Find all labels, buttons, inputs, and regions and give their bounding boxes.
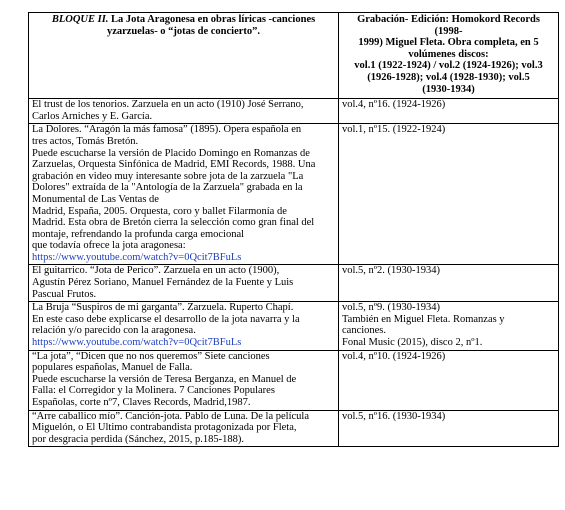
recording-line: También en Miguel Fleta. Romanzas y — [342, 313, 505, 325]
description-line: El trust de los tenorios. Zarzuela en un acto (1910) José Serrano, — [32, 99, 304, 111]
work-description-cell — [29, 410, 339, 447]
description-line: Monumental de Las Ventas de — [32, 193, 159, 205]
description-line: que todavía ofrece la jota aragonesa: — [32, 240, 186, 252]
work-description-cell — [29, 302, 339, 350]
description-line: por desgracia perdida (Sánchez, 2015, p.185-188). — [32, 433, 244, 445]
header-line: (1926-1928); vol.4 (1928-1930); vol.5 — [367, 71, 530, 83]
table-row — [29, 124, 559, 265]
header-cell-block — [29, 13, 339, 99]
description-line: Falla: el Corregidor y la Molinera. 7 Canciones Populares — [32, 385, 275, 397]
header-row — [29, 13, 559, 99]
header-line: Grabación- Edición: Homokord Records (1998- — [357, 14, 540, 37]
description-line: Dolores" extraída de la "Antología de la Zarzuela" grabada en la — [32, 182, 303, 194]
table-row — [29, 265, 559, 302]
work-description-cell — [29, 350, 339, 410]
description-line: Puede escucharse la versión de Teresa Berganza, en Manuel de — [32, 373, 297, 385]
description-line: Miguelón, o El Ultimo contrabandista protagonizada por Fleta, — [32, 422, 297, 434]
table-row — [29, 302, 559, 350]
description-line: El guitarrico. “Jota de Perico”. Zarzuela en un acto (1900), — [32, 265, 280, 277]
description-line: La Dolores. “Aragón la más famosa” (1895). Opera española en — [32, 124, 302, 136]
recording-line: Fonal Music (2015), disco 2, nº1. — [342, 337, 483, 349]
table-row — [29, 350, 559, 410]
header-line: 1999) Miguel Fleta. Obra completa, en 5 — [358, 37, 539, 49]
recording-line: vol.4, nº10. (1924-1926) — [342, 350, 446, 362]
header-cell-recording — [339, 13, 559, 99]
recording-line: vol.5, nº16. (1930-1934) — [342, 410, 446, 422]
youtube-link[interactable]: https://www.youtube.com/watch?v=0Qcit7BFuLs — [32, 337, 242, 349]
description-line: La Bruja “Suspiros de mi garganta”. Zarzuela. Ruperto Chapí. — [32, 302, 294, 314]
recording-reference-cell — [339, 302, 559, 350]
work-description-cell — [29, 99, 339, 124]
recording-line: vol.1, nº15. (1922-1924) — [342, 124, 446, 136]
description-line: relación y/o parecido con la aragonesa. — [32, 325, 196, 337]
header-line: (1930-1934) — [422, 83, 475, 95]
description-line: Madrid, España, 2005. Orquesta, coro y ballet Filarmonía de — [32, 205, 287, 217]
recording-line: vol.4, nº16. (1924-1926) — [342, 99, 446, 111]
recording-reference-cell — [339, 99, 559, 124]
description-line: Españolas, corte nº7, Claves Records, Madrid,1987. — [32, 397, 251, 408]
description-line: Pascual Frutos. — [32, 288, 97, 300]
description-line: “Arre caballico mío”. Canción-jota. Pablo de Luna. De la película — [32, 410, 309, 422]
work-description-cell — [29, 265, 339, 302]
description-line: Agustín Pérez Soriano, Manuel Fernández de la Fuente y Luis — [32, 277, 294, 289]
description-line: populares españolas, Manuel de Falla. — [32, 362, 193, 374]
recording-line: canciones. — [342, 325, 387, 337]
description-line: montaje, refrendando la profunda carga emocional — [32, 228, 245, 240]
work-description-cell — [29, 124, 339, 265]
table-row — [29, 99, 559, 124]
recording-line: vol.5, nº9. (1930-1934) — [342, 302, 441, 314]
description-line: Madrid. Esta obra de Bretón cierra la selección como gran final del — [32, 217, 315, 229]
description-line: En este caso debe explicarse el desarrollo de la jota navarra y la — [32, 313, 300, 325]
document-table-container — [28, 12, 558, 447]
header-line: volúmenes discos: — [408, 48, 489, 60]
table-row — [29, 410, 559, 447]
description-line: “La jota”, “Dicen que no nos queremos” Siete canciones — [32, 350, 270, 362]
description-line: Carlos Arniches y E. García. — [32, 110, 153, 122]
recording-reference-cell — [339, 124, 559, 265]
recording-reference-cell — [339, 265, 559, 302]
description-line: tres actos, Tomás Bretón. — [32, 135, 139, 147]
recording-reference-cell — [339, 410, 559, 447]
block-label: BLOQUE II. — [51, 14, 109, 25]
description-line: Puede escucharse la versión de Placido Domingo en Romanzas de — [32, 147, 310, 159]
block-title: La Jota Aragonesa en obras líricas -canciones yzarzuelas- o “jotas de concierto”. — [106, 14, 316, 37]
description-line: grabación en video muy interesante sobre jota de la zarzuela "La — [32, 170, 304, 182]
description-line: Zarzuelas, Orquesta Sinfónica de Madrid, EMI Records, 1988. Una — [32, 159, 316, 171]
header-line: vol.1 (1922-1924) / vol.2 (1924-1926); vol.3 — [354, 60, 543, 72]
recording-line: vol.5, nº2. (1930-1934) — [342, 265, 441, 277]
recording-reference-cell — [339, 350, 559, 410]
jota-table — [28, 12, 559, 447]
youtube-link[interactable]: https://www.youtube.com/watch?v=0Qcit7BFuLs — [32, 251, 242, 263]
